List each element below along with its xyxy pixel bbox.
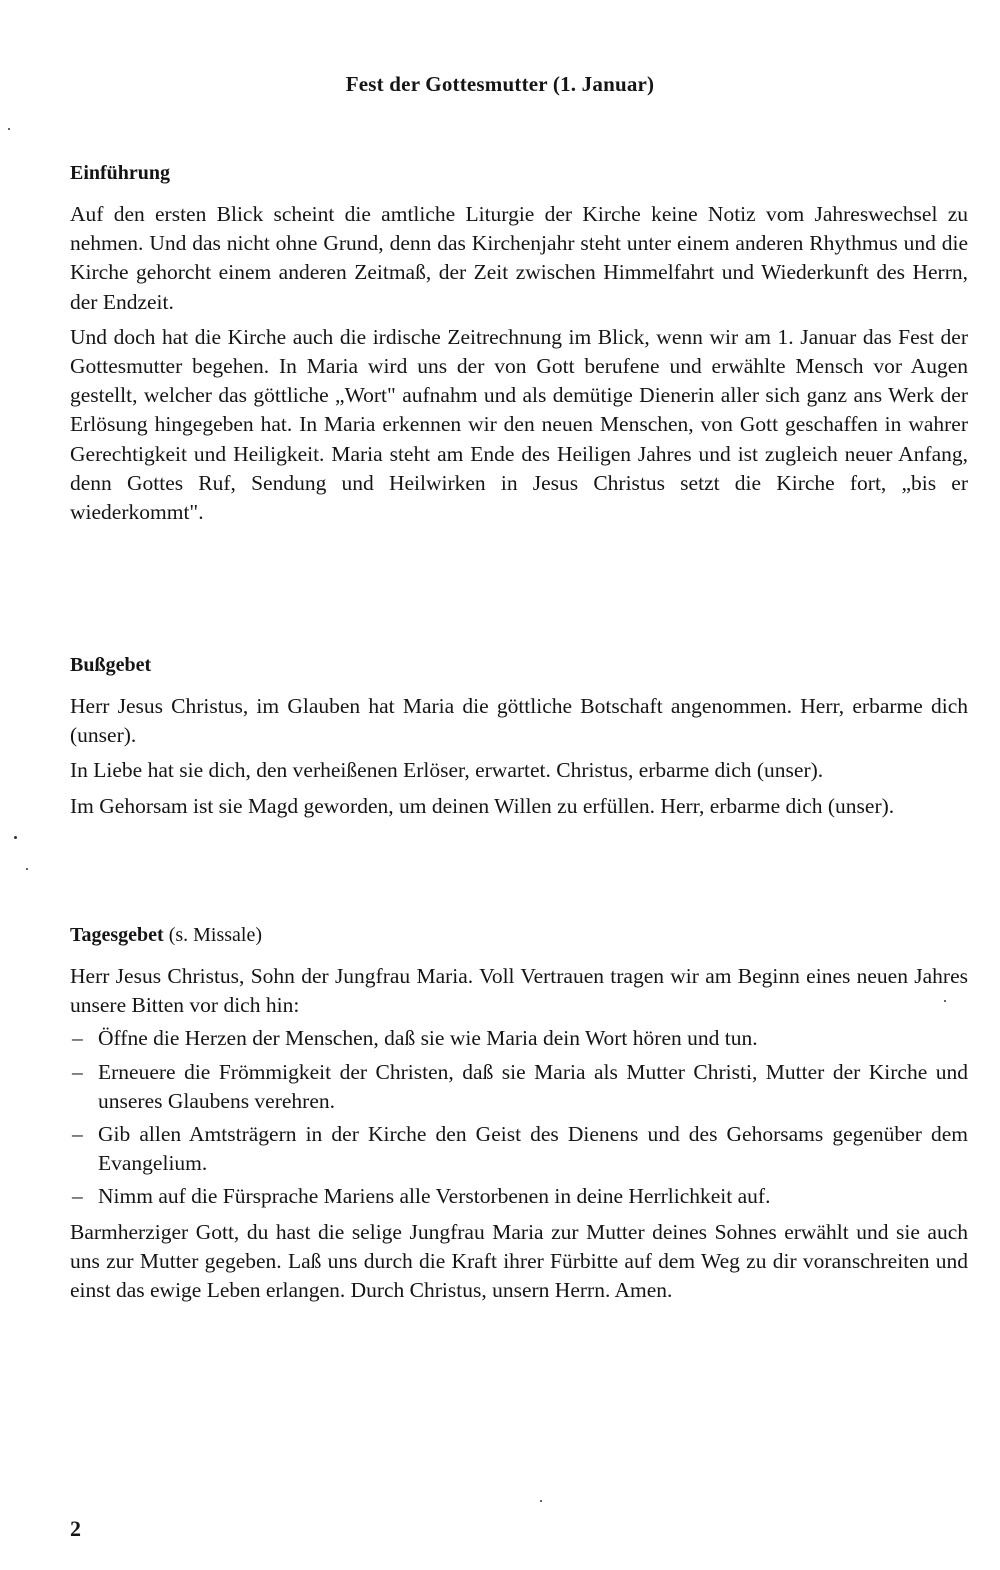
bussgebet-invocation: Im Gehorsam ist sie Magd geworden, um deinen Willen zu erfüllen. Herr, erbarme dich (unser). — [70, 793, 895, 818]
petition-item — [70, 1182, 968, 1211]
tagesgebet-heading-label: Tagesgebet — [70, 924, 164, 946]
petition-text: Öffne die Herzen der Menschen, daß sie wie Maria dein Wort hören und tun. — [98, 1026, 758, 1051]
tagesgebet-closing: Barmherziger Gott, du hast die selige Jungfrau Maria zur Mutter deines Sohnes erwählt und sie auch uns zur Mutter gegeben. Laß uns durch die Kraft ihrer Fürbitte auf dem Weg zu dir voranschreiten und einst das ewige Leben erlangen. Durch Christus, unsern Herrn. Amen. — [70, 1219, 968, 1303]
petition-text: Gib allen Amtsträgern in der Kirche den Geist des Dienens und des Gehorsams gegenüber dem Evangelium. — [98, 1122, 968, 1176]
petition-dash: – — [72, 1059, 83, 1084]
petition-dash: – — [72, 1122, 83, 1147]
petition-text: Nimm auf die Fürsprache Mariens alle Verstorbenen in deine Herrlichkeit auf. — [98, 1184, 771, 1209]
petition-text: Erneuere die Frömmigkeit der Christen, daß sie Maria als Mutter Christi, Mutter der Kirche und unseres Glaubens verehren. — [98, 1059, 968, 1113]
petition-item — [70, 1058, 968, 1116]
bussgebet-invocation: In Liebe hat sie dich, den verheißenen Erlöser, erwartet. Christus, erbarme dich (unser). — [70, 758, 824, 783]
section-heading-tagesgebet — [70, 922, 968, 948]
section-bussgebet — [70, 652, 968, 821]
bussgebet-invocation: Herr Jesus Christus, im Glauben hat Maria die göttliche Botschaft angenommen. Herr, erbarme dich (unser). — [70, 694, 968, 748]
section-tagesgebet — [70, 922, 968, 1305]
einfuehrung-paragraph: Und doch hat die Kirche auch die irdische Zeitrechnung im Blick, wenn wir am 1. Januar das Fest der Gottesmutter begehen. In Maria wird uns der von Gott berufene und erwählte Mensch vor Augen gestellt, welcher das göttliche „Wort" aufnahm und als demütige Dienerin aller sich ganz ans Werk der Erlösung hingegeben hat. In Maria erkennen wir den neuen Menschen, von Gott geschaffen in wahrer Gerechtigkeit und Heiligkeit. Maria steht am Ende des Heiligen Jahres und ist zugleich neuer Anfang, denn Gottes Ruf, Sendung und Heilwirken in Jesus Christus setzt die Kirche fort, „bis er wiederkommt". — [70, 324, 968, 525]
page-number: 2 — [70, 1516, 81, 1541]
tagesgebet-heading-note: (s. Missale) — [168, 924, 263, 946]
petition-dash: – — [72, 1184, 83, 1209]
scan-speck — [944, 1000, 946, 1002]
scan-speck — [540, 1500, 542, 1502]
page-title: Fest der Gottesmutter (1. Januar) — [345, 72, 655, 96]
tagesgebet-intro: Herr Jesus Christus, Sohn der Jungfrau Maria. Voll Vertrauen tragen wir am Beginn eines neuen Jahres unsere Bitten vor dich hin: — [70, 964, 968, 1018]
section-heading-einfuehrung: Einführung — [70, 162, 171, 184]
petition-list — [70, 1024, 968, 1211]
section-heading-bussgebet: Bußgebet — [70, 654, 152, 676]
petition-item — [70, 1024, 968, 1053]
scan-speck — [14, 836, 17, 839]
einfuehrung-paragraph: Auf den ersten Blick scheint die amtliche Liturgie der Kirche keine Notiz vom Jahreswechsel zu nehmen. Und das nicht ohne Grund, denn das Kirchenjahr steht unter einem anderen Rhythmus und die Kirche gehorcht einem anderen Zeitmaß, der Zeit zwischen Himmelfahrt und Wiederkunft des Herrn, der Endzeit. — [70, 202, 968, 314]
scan-speck — [8, 128, 10, 130]
section-einfuehrung — [70, 160, 968, 527]
scan-speck — [26, 868, 28, 870]
petition-item — [70, 1120, 968, 1178]
petition-dash: – — [72, 1026, 83, 1051]
